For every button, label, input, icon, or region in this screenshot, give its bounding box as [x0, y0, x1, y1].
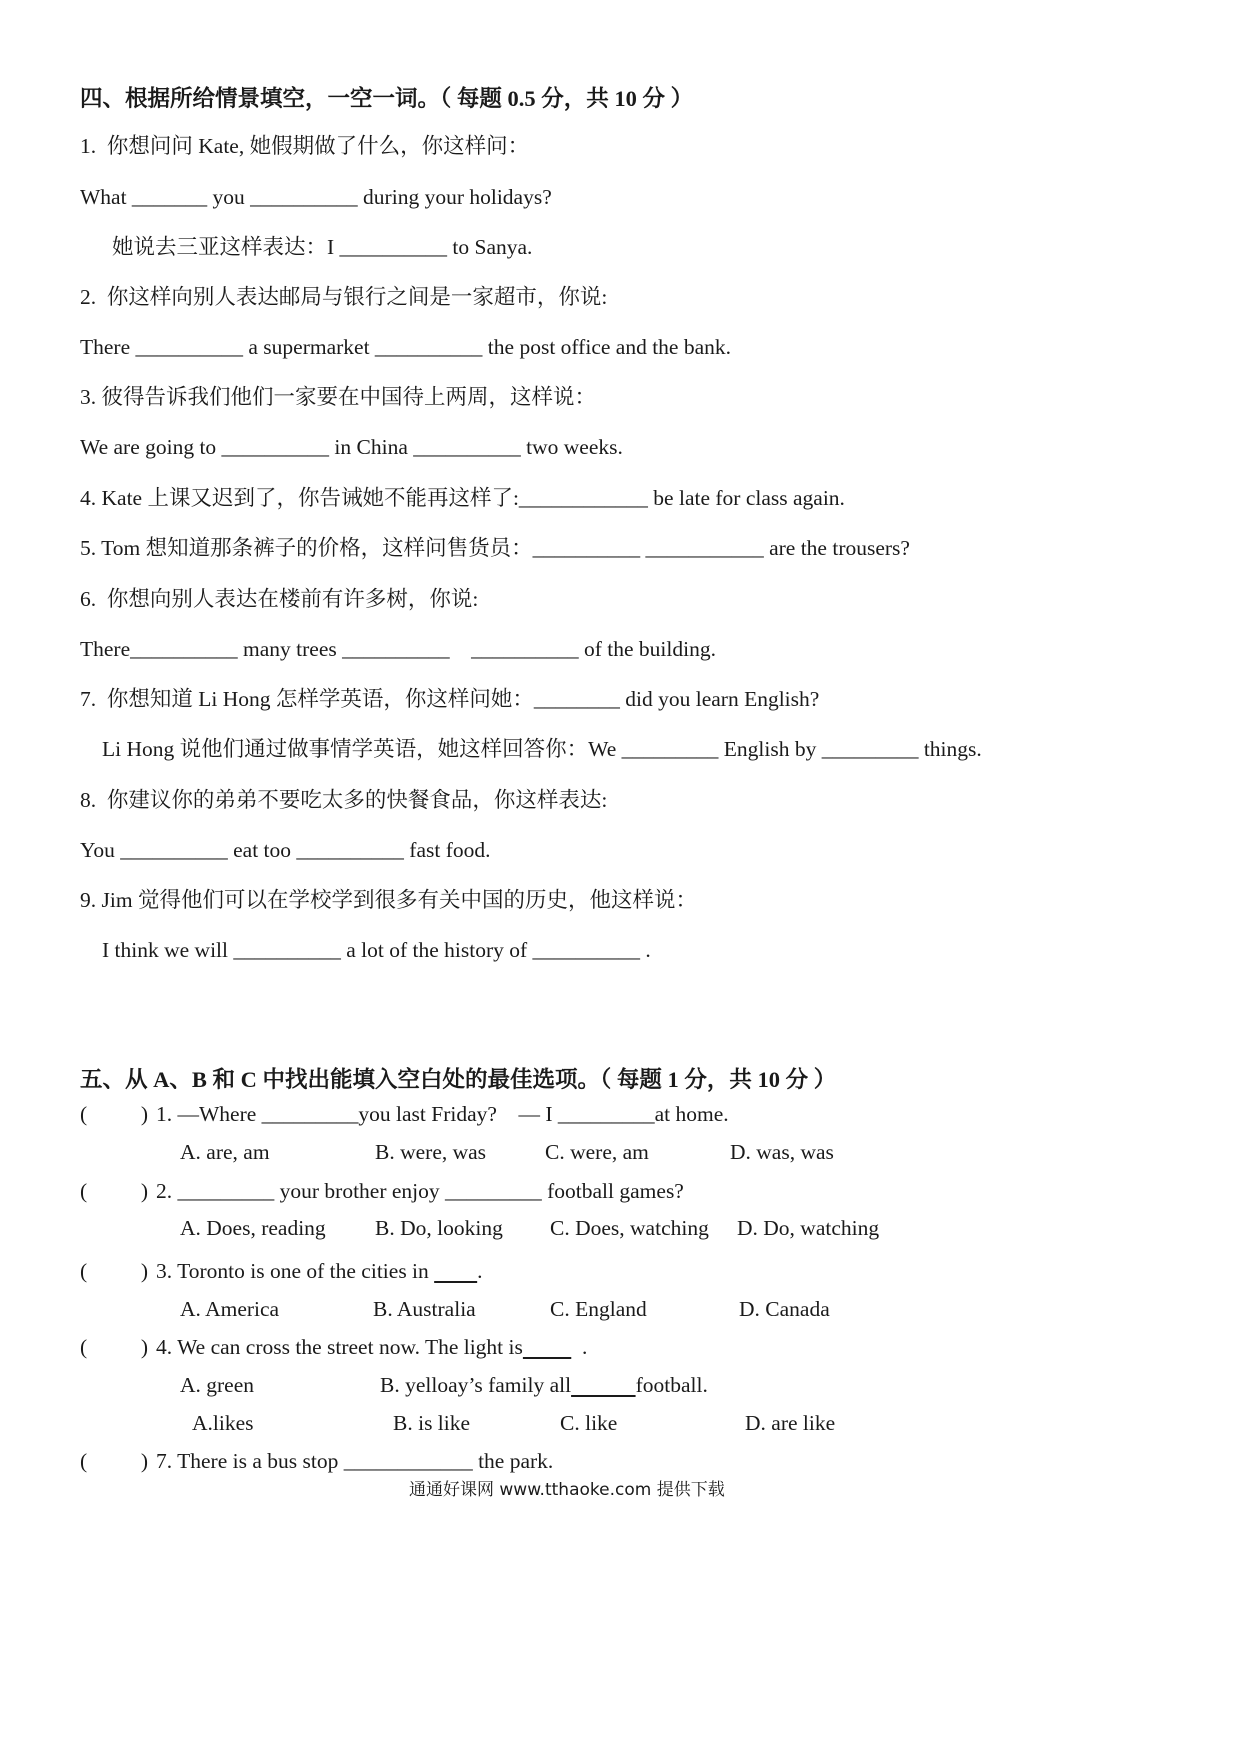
mc7-paren: ( ) — [80, 1449, 149, 1473]
q5-line: 5. Tom 想知道那条裤子的价格，这样问售货员：__________ ___________ are the trousers? — [80, 536, 910, 560]
mc5-option-c: C. like — [560, 1411, 618, 1435]
q9-prompt: 9. Jim 觉得他们可以在学校学到很多有关中国的历史，他这样说： — [80, 888, 697, 912]
mc1-option-a: A. are, am — [180, 1140, 270, 1164]
mc2-option-d: D. Do, watching — [737, 1216, 880, 1240]
q1-line-b: 她说去三亚这样表达：I __________ to Sanya. — [112, 235, 533, 259]
mc3-paren: ( ) — [80, 1259, 149, 1283]
mc2-question: 2. _________ your brother enjoy _________ football games? — [156, 1179, 684, 1203]
mc3-question: 3. Toronto is one of the cities in . — [156, 1259, 483, 1283]
mc3-option-b: B. Australia — [373, 1297, 476, 1321]
q3-line: We are going to __________ in China __________ two weeks. — [80, 435, 623, 459]
q6-line: There__________ many trees __________ __________ of the building. — [80, 637, 716, 661]
mc5-option-d: D. are like — [745, 1411, 836, 1435]
mc1-option-b: B. were, was — [375, 1140, 487, 1164]
q4-line: 4. Kate 上课又迟到了，你告诫她不能再这样了:____________ be late for class again. — [80, 486, 845, 510]
q1-prompt: 1. 你想问问 Kate, 她假期做了什么，你这样问： — [80, 134, 530, 158]
mc5-option-a: A.likes — [192, 1411, 254, 1435]
mc4-question: 4. We can cross the street now. The light is . — [156, 1335, 588, 1359]
mc1-option-c: C. were, am — [545, 1140, 649, 1164]
q6-prompt: 6. 你想向别人表达在楼前有许多树，你说: — [80, 587, 479, 611]
mc2-option-b: B. Do, looking — [375, 1216, 503, 1240]
q2-line: There __________ a supermarket __________ the post office and the bank. — [80, 335, 732, 359]
footer-download-note: 通通好课网 www.tthaoke.com 提供下载 — [409, 1480, 725, 1500]
mc2-option-c: C. Does, watching — [550, 1216, 709, 1240]
mc4-option-a: A. green — [180, 1373, 255, 1397]
mc2-paren: ( ) — [80, 1179, 149, 1203]
mc1-option-d: D. was, was — [730, 1140, 834, 1164]
q7-line-a: 7. 你想知道 Li Hong 怎样学英语，你这样问她：________ did you learn English? — [80, 687, 820, 711]
mc1-paren: ( ) — [80, 1102, 149, 1126]
section-4-heading: 四、根据所给情景填空，一空一词。（ 每题 0.5 分，共 10 分 ） — [80, 86, 694, 111]
q8-prompt: 8. 你建议你的弟弟不要吃太多的快餐食品，你这样表达: — [80, 788, 608, 812]
q1-line-a: What _______ you __________ during your holidays? — [80, 185, 552, 209]
mc7-question: 7. There is a bus stop ____________ the park. — [156, 1449, 554, 1473]
q8-line: You __________ eat too __________ fast food. — [80, 838, 491, 862]
mc4-option-b: B. yelloay’s family all football. — [380, 1373, 708, 1397]
mc4-paren: ( ) — [80, 1335, 149, 1359]
mc3-option-d: D. Canada — [739, 1297, 830, 1321]
mc5-option-b: B. is like — [393, 1411, 471, 1435]
q9-line: I think we will __________ a lot of the history of __________ . — [102, 938, 651, 962]
mc2-option-a: A. Does, reading — [180, 1216, 326, 1240]
mc3-option-a: A. America — [180, 1297, 280, 1321]
q2-prompt: 2. 你这样向别人表达邮局与银行之间是一家超市，你说: — [80, 285, 608, 309]
section-5-heading: 五、从 A、B 和 C 中找出能填入空白处的最佳选项。（ 每题 1 分，共 10 分 ） — [80, 1067, 837, 1092]
mc3-option-c: C. England — [550, 1297, 647, 1321]
q3-prompt: 3. 彼得告诉我们他们一家要在中国待上两周，这样说： — [80, 385, 597, 409]
q7-line-b: Li Hong 说他们通过做事情学英语，她这样回答你：We _________ English by _________ things. — [102, 737, 982, 761]
mc1-question: 1. —Where _________you last Friday? — I _________at home. — [156, 1102, 729, 1126]
